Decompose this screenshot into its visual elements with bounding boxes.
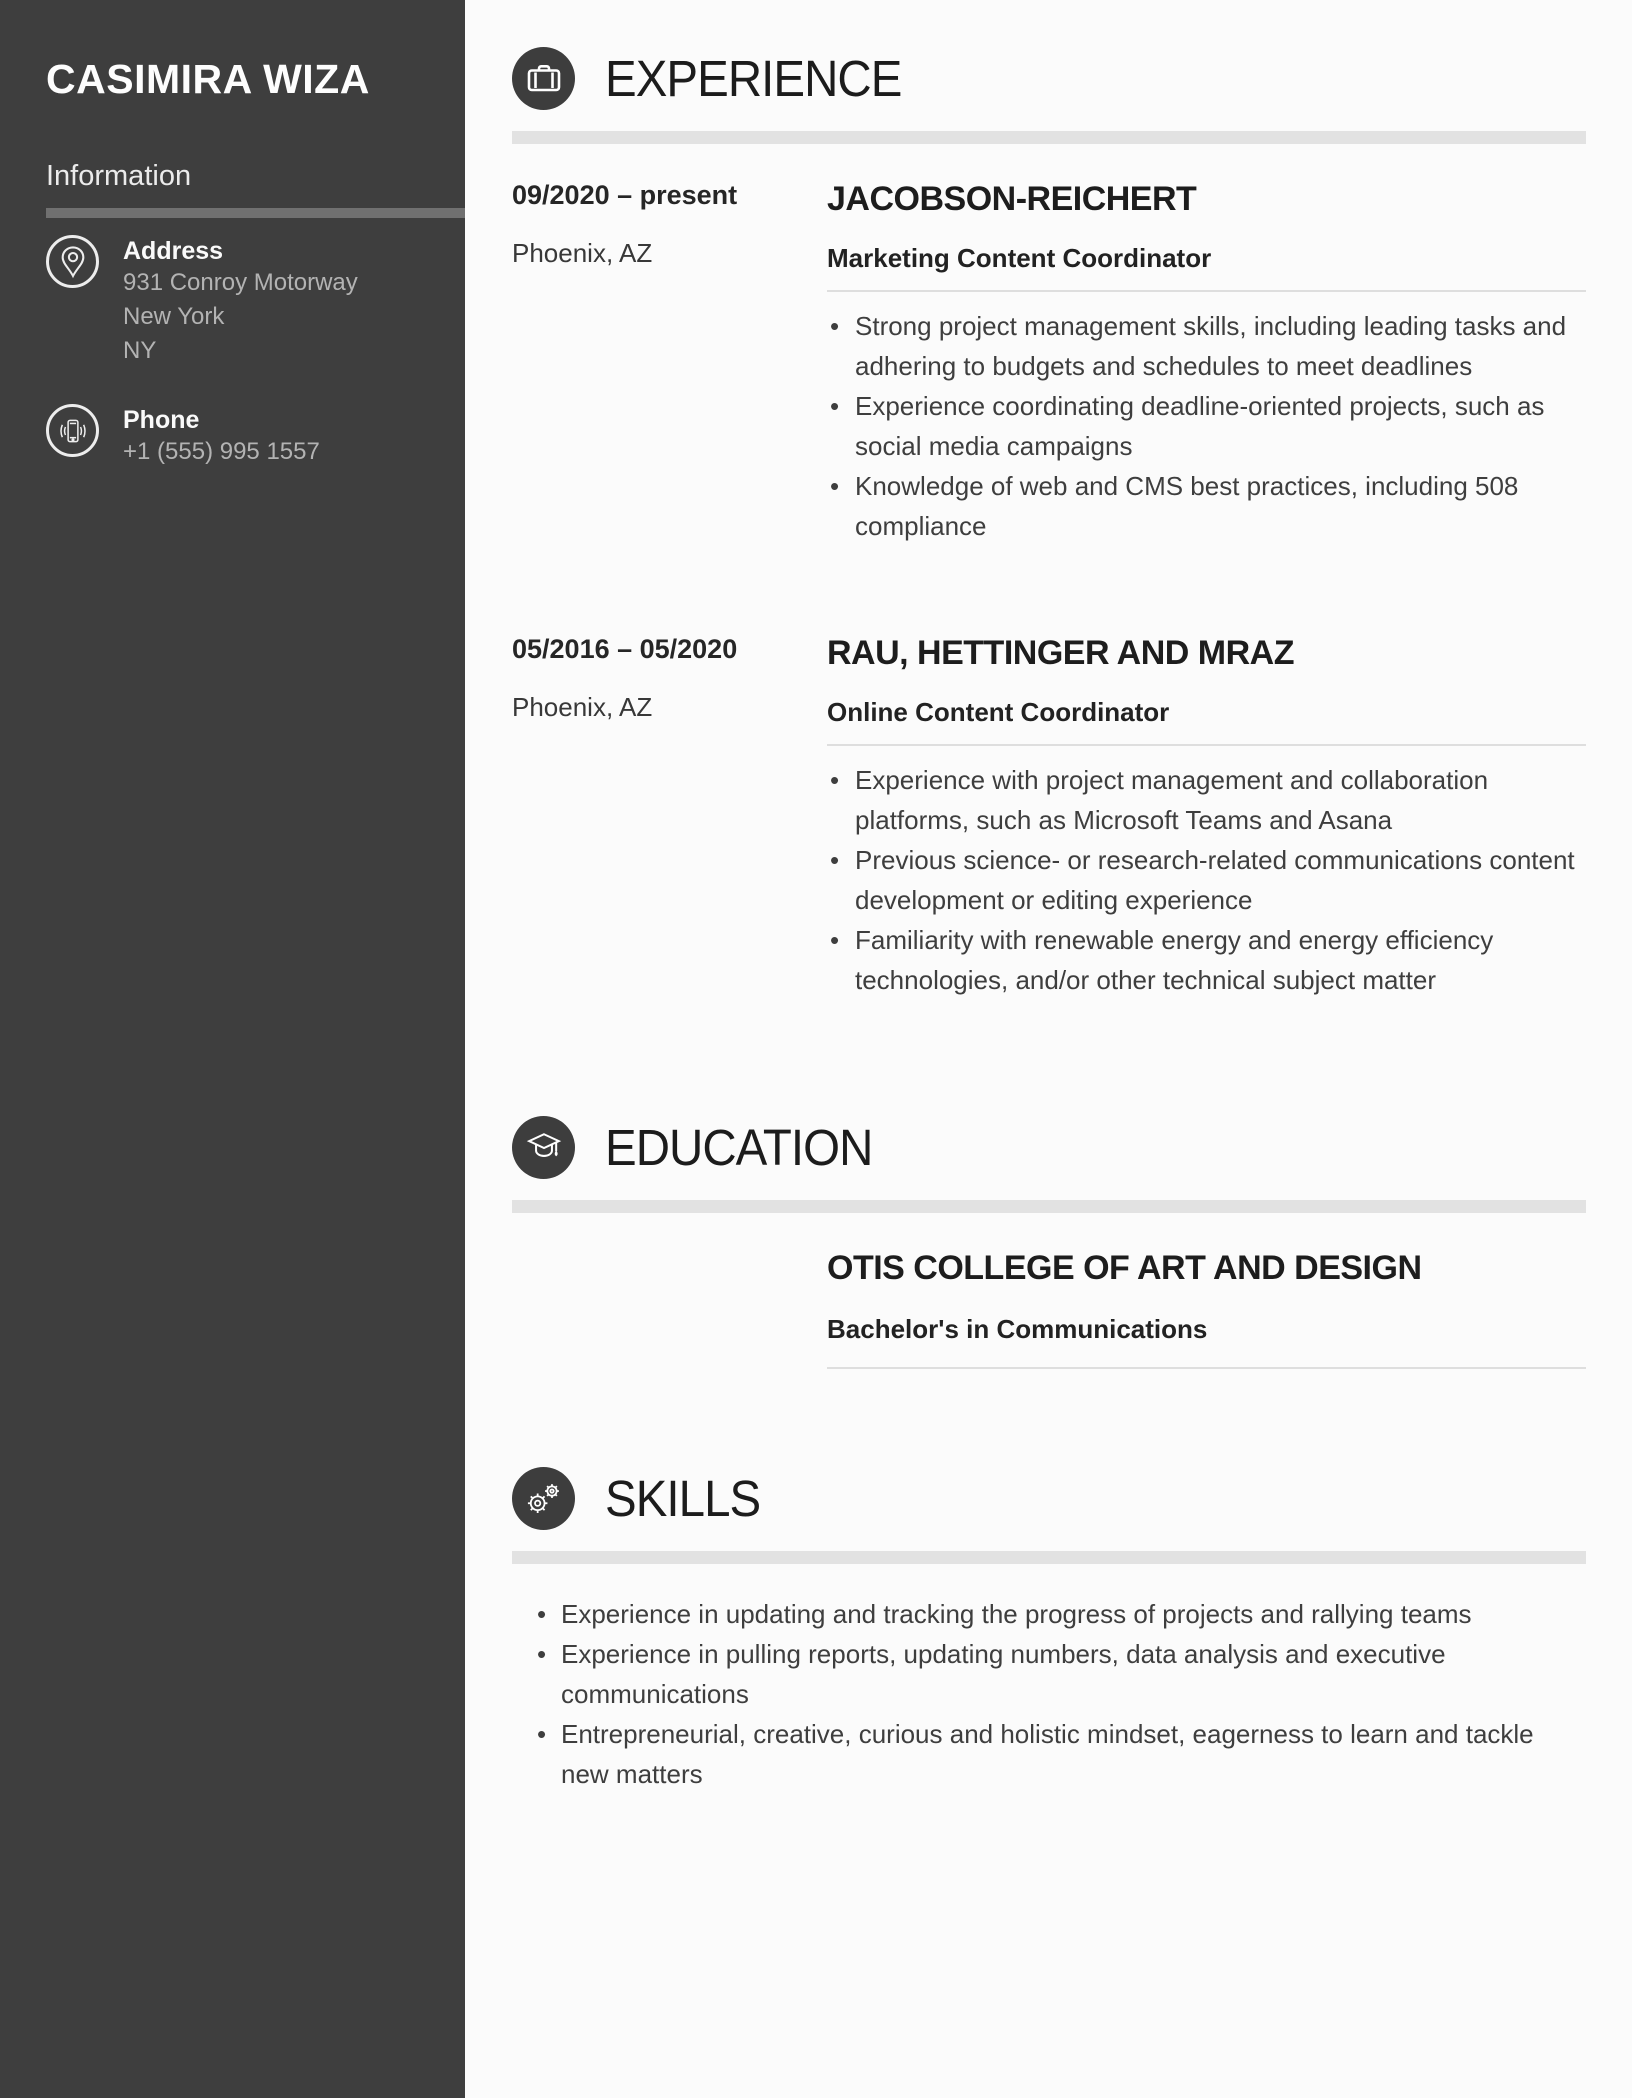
- entry-date-range: 09/2020 – present: [512, 180, 738, 210]
- skill-bullet: • Experience in updating and tracking the progress of projects and rallying teams: [561, 1594, 1586, 1634]
- education-section-bar: [512, 1200, 1586, 1213]
- skill-bullet: • Entrepreneurial, creative, curious and holistic mindset, eagerness to learn and tackle new matters: [561, 1714, 1586, 1794]
- contact-phone: [46, 404, 465, 469]
- address-line: New York: [123, 303, 225, 330]
- skills-header: [512, 1467, 1586, 1530]
- experience-entry: [512, 180, 1586, 546]
- job-bullet: • Experience coordinating deadline-oriented projects, such as social media campaigns: [855, 386, 1586, 466]
- skills-bullet-list: [512, 1594, 1586, 1794]
- job-bullet: • Previous science- or research-related communications content development or editing experience: [855, 840, 1586, 920]
- sidebar: [0, 0, 465, 2098]
- skills-section-bar: [512, 1551, 1586, 1564]
- entry-details: [827, 180, 1586, 546]
- skills-title: SKILLS: [605, 1470, 761, 1527]
- address-label: Address: [123, 237, 224, 265]
- person-name: CASIMIRA WIZA: [46, 56, 370, 102]
- job-bullet: • Experience with project management and collaboration platforms, such as Microsoft Teams and Asana: [855, 760, 1586, 840]
- information-heading: Information: [46, 160, 192, 192]
- entry-divider: [827, 1367, 1586, 1369]
- experience-header: [512, 47, 1586, 110]
- entry-location: Phoenix, AZ: [512, 238, 653, 268]
- job-bullet: • Familiarity with renewable energy and energy efficiency technologies, and/or other technical subject matter: [855, 920, 1586, 1000]
- address-line: NY: [123, 337, 157, 364]
- education-section: [512, 1116, 1586, 1369]
- experience-title: EXPERIENCE: [605, 50, 902, 107]
- phone-label: Phone: [123, 406, 200, 434]
- main-content: [465, 0, 1632, 2098]
- location-pin-icon: [46, 235, 99, 288]
- experience-section: [512, 47, 1586, 1000]
- information-divider: [46, 208, 465, 218]
- entry-date-range: 05/2016 – 05/2020: [512, 634, 738, 664]
- education-title: EDUCATION: [605, 1119, 873, 1176]
- experience-section-bar: [512, 131, 1586, 144]
- entry-location: Phoenix, AZ: [512, 692, 653, 722]
- contact-phone-text: [123, 404, 320, 469]
- education-entry: [827, 1249, 1586, 1369]
- entry-meta: [512, 634, 827, 1000]
- degree-name: Bachelor's in Communications: [827, 1314, 1208, 1344]
- contact-address: [46, 235, 465, 368]
- gear-icon: [512, 1467, 575, 1530]
- company-name: RAU, HETTINGER AND MRAZ: [827, 634, 1294, 672]
- job-bullet-list: [827, 306, 1586, 546]
- entry-divider: [827, 744, 1586, 746]
- job-bullet: • Strong project management skills, including leading tasks and adhering to budgets and schedules to meet deadlines: [855, 306, 1586, 386]
- job-bullet: • Knowledge of web and CMS best practices, including 508 compliance: [855, 466, 1586, 546]
- skill-bullet: • Experience in pulling reports, updating numbers, data analysis and executive communications: [561, 1634, 1586, 1714]
- contact-address-text: [123, 235, 358, 368]
- experience-entry: [512, 634, 1586, 1000]
- job-title: Online Content Coordinator: [827, 697, 1170, 727]
- job-title: Marketing Content Coordinator: [827, 243, 1212, 273]
- school-name: OTIS COLLEGE OF ART AND DESIGN: [827, 1249, 1422, 1287]
- phone-number: +1 (555) 995 1557: [123, 438, 320, 465]
- phone-icon: [46, 404, 99, 457]
- graduation-cap-icon: [512, 1116, 575, 1179]
- company-name: JACOBSON-REICHERT: [827, 180, 1197, 218]
- skills-section: [512, 1467, 1586, 1794]
- job-bullet-list: [827, 760, 1586, 1000]
- entry-details: [827, 634, 1586, 1000]
- address-line: 931 Conroy Motorway: [123, 269, 358, 296]
- entry-meta: [512, 180, 827, 546]
- entry-divider: [827, 290, 1586, 292]
- briefcase-icon: [512, 47, 575, 110]
- education-header: [512, 1116, 1586, 1179]
